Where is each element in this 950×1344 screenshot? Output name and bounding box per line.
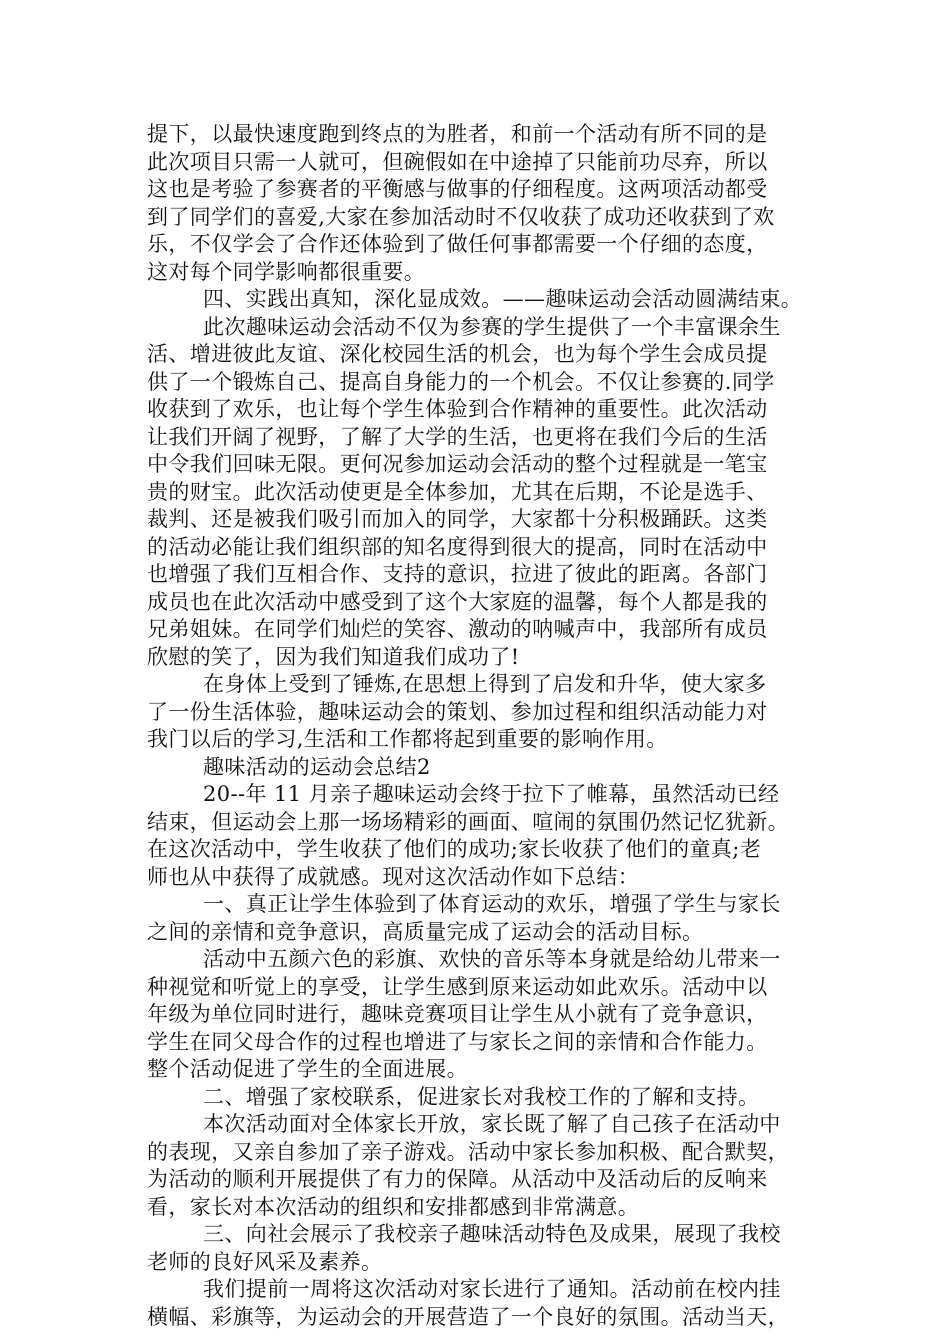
text-line: 二、增强了家校联系，促进家长对我校工作的了解和支持。 <box>203 1084 760 1109</box>
text-line: 也增强了我们互相合作、支持的意识，拉进了彼此的距离。各部门 <box>147 562 768 586</box>
text-line: 三、向社会展示了我校亲子趣味活动特色及成果，展现了我校 <box>203 1222 781 1246</box>
text-line: 看，家长对本次活动的组织和安排都感到非常满意。 <box>147 1194 640 1219</box>
text-line: 这对每个同学影响都很重要。 <box>147 259 426 284</box>
text-line: 裁判、还是被我们吸引而加入的同学，大家都十分积极踊跃。这类 <box>147 507 768 531</box>
text-line: 中令我们回味无限。更何况参加运动会活动的整个过程就是一笔宝 <box>147 452 768 476</box>
text-line: 一、真正让学生体验到了体育运动的欢乐，增强了学生与家长 <box>203 892 781 916</box>
text-line: 兄弟姐妹。在同学们灿烂的笑容、激动的呐喊声中，我部所有成员 <box>147 617 768 641</box>
text-line: 贵的财宝。此次活动使更是全体参加，尤其在后期，不论是选手、 <box>147 479 768 504</box>
text-line: 乐，不仅学会了合作还体验到了做任何事都需要一个仔细的态度， <box>147 232 768 256</box>
text-line: 欣慰的笑了，因为我们知道我们成功了! <box>147 644 520 669</box>
text-line: 20--年 11 月亲子趣味运动会终于拉下了帷幕，虽然活动已经 <box>203 782 780 806</box>
text-line: 活、增进彼此友谊、深化校园生活的机会，也为每个学生会成员提 <box>147 342 768 366</box>
text-line: 本次活动面对全体家长开放，家长既了解了自己孩子在活动中 <box>203 1112 781 1136</box>
text-line: 此次趣味运动会活动不仅为参赛的学生提供了一个丰富课余生 <box>203 314 781 339</box>
text-line: 在身体上受到了锤炼,在思想上得到了启发和升华，使大家多 <box>203 672 767 696</box>
text-line: 的表现，又亲自参加了亲子游戏。活动中家长参加积极、配合默契， <box>147 1139 789 1164</box>
text-line: 这也是考验了参赛者的平衡感与做事的仔细程度。这两项活动都受 <box>147 177 768 201</box>
text-line: 师也从中获得了成就感。现对这次活动作如下总结： <box>147 864 640 889</box>
text-line: 在这次活动中，学生收获了他们的成功;家长收获了他们的童真;老 <box>147 837 762 861</box>
text-line: 整个活动促进了学生的全面进展。 <box>147 1057 468 1081</box>
text-line: 四、实践出真知，深化显成效。——趣味运动会活动圆满结束。 <box>203 287 803 311</box>
text-line: 成员也在此次活动中感受到了这个大家庭的温馨，每个人都是我的 <box>147 589 768 614</box>
text-line: 让我们开阔了视野，了解了大学的生活，也更将在我们今后的生活 <box>147 424 768 449</box>
text-line: 了一份生活体验，趣味运动会的策划、参加过程和组织活动能力对 <box>147 699 768 724</box>
text-line: 为活动的顺利开展提供了有力的保障。从活动中及活动后的反响来 <box>147 1167 768 1191</box>
text-line: 到了同学们的喜爱,大家在参加活动时不仅收获了成功还收获到了欢 <box>147 204 775 229</box>
text-line: 老师的良好风采及素养。 <box>147 1249 383 1274</box>
text-line: 横幅、彩旗等，为运动会的开展营造了一个良好的氛围。活动当天， <box>147 1304 789 1329</box>
text-line: 此次项目只需一人就可，但碗假如在中途掉了只能前功尽弃，所以 <box>147 149 768 174</box>
text-line: 我们提前一周将这次活动对家长进行了通知。活动前在校内挂 <box>203 1277 781 1301</box>
text-line: 种视觉和听觉上的享受，让学生感到原来运动如此欢乐。活动中以 <box>147 974 768 999</box>
text-line: 趣味活动的运动会总结2 <box>203 754 431 779</box>
text-line: 之间的亲情和竞争意识，高质量完成了运动会的活动目标。 <box>147 919 704 944</box>
text-line: 我门以后的学习,生活和工作都将起到重要的影响作用。 <box>147 727 668 751</box>
text-line: 活动中五颜六色的彩旗、欢快的音乐等本身就是给幼儿带来一 <box>203 947 781 971</box>
text-line: 的活动必能让我们组织部的知名度得到很大的提高，同时在活动中 <box>147 534 768 559</box>
text-line: 学生在同父母合作的过程也增进了与家长之间的亲情和合作能力。 <box>147 1029 768 1054</box>
text-line: 结束，但运动会上那一场场精彩的画面、喧闹的氛围仍然记忆犹新。 <box>147 809 789 834</box>
text-line: 提下，以最快速度跑到终点的为胜者，和前一个活动有所不同的是 <box>147 122 768 146</box>
text-line: 收获到了欢乐，也让每个学生体验到合作精神的重要性。此次活动 <box>147 397 768 421</box>
text-line: 供了一个锻炼自己、提高自身能力的一个机会。不仅让参赛的.同学 <box>147 369 775 394</box>
document-body <box>147 121 827 1331</box>
text-line: 年级为单位同时进行，趣味竞赛项目让学生从小就有了竞争意识， <box>147 1002 768 1026</box>
